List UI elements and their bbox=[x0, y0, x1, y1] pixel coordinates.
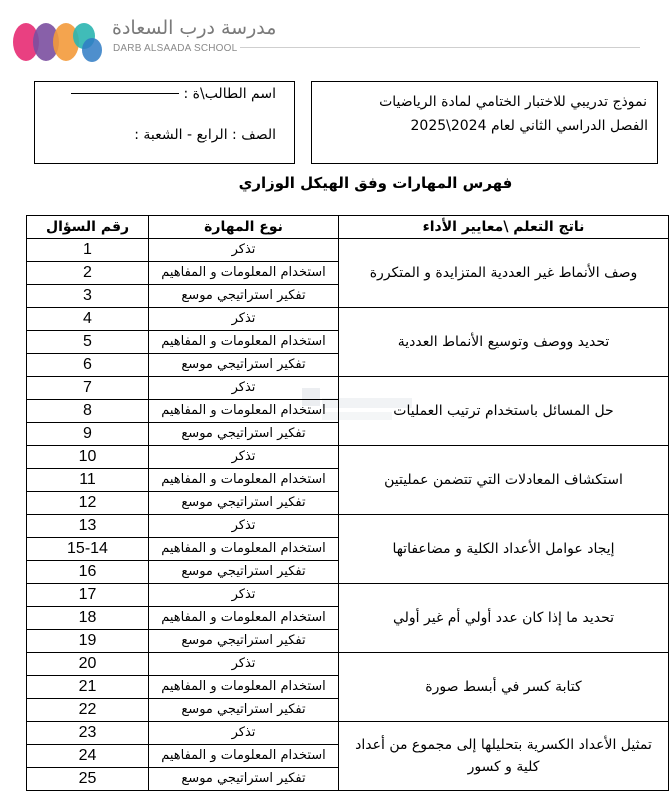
question-number-cell: 13 bbox=[27, 515, 149, 538]
school-name-english: DARB ALSAADA SCHOOL bbox=[113, 43, 238, 54]
outcome-cell: كتابة كسر في أبسط صورة bbox=[339, 653, 669, 722]
question-number-cell: 12 bbox=[27, 492, 149, 515]
table-row bbox=[27, 584, 669, 607]
skill-type-cell: تذكر bbox=[149, 377, 339, 400]
question-number-cell: 7 bbox=[27, 377, 149, 400]
question-number-cell: 6 bbox=[27, 354, 149, 377]
question-number-cell: 19 bbox=[27, 630, 149, 653]
outcome-cell: تمثيل الأعداد الكسرية بتحليلها إلى مجموع من أعداد كلية و كسور bbox=[339, 722, 669, 791]
outcome-cell: تحديد ووصف وتوسيع الأنماط العددية bbox=[339, 308, 669, 377]
skill-type-cell: تفكير استراتيجي موسع bbox=[149, 561, 339, 584]
question-number-cell: 5 bbox=[27, 331, 149, 354]
skills-table bbox=[26, 215, 669, 791]
skill-type-cell: تفكير استراتيجي موسع bbox=[149, 423, 339, 446]
question-number-cell: 17 bbox=[27, 584, 149, 607]
outcome-cell: استكشاف المعادلات التي تتضمن عمليتين bbox=[339, 446, 669, 515]
exam-semester: الفصل الدراسي الثاني لعام 2024\2025 bbox=[410, 118, 648, 134]
outcome-cell: وصف الأنماط غير العددية المتزايدة و المتكررة bbox=[339, 239, 669, 308]
question-number-cell: 15-14 bbox=[27, 538, 149, 561]
student-name-blank bbox=[71, 93, 179, 94]
student-class-label: الصف : الرابع - الشعبة : bbox=[134, 127, 276, 143]
skill-type-cell: استخدام المعلومات و المفاهيم bbox=[149, 469, 339, 492]
question-number-cell: 21 bbox=[27, 676, 149, 699]
skill-type-cell: تذكر bbox=[149, 308, 339, 331]
question-number-cell: 22 bbox=[27, 699, 149, 722]
skill-type-cell: استخدام المعلومات و المفاهيم bbox=[149, 400, 339, 423]
question-number-cell: 1 bbox=[27, 239, 149, 262]
table-row bbox=[27, 446, 669, 469]
question-number-cell: 18 bbox=[27, 607, 149, 630]
question-number-cell: 16 bbox=[27, 561, 149, 584]
skill-type-cell: تفكير استراتيجي موسع bbox=[149, 354, 339, 377]
table-row bbox=[27, 515, 669, 538]
skill-type-cell: تذكر bbox=[149, 653, 339, 676]
question-number-cell: 9 bbox=[27, 423, 149, 446]
question-number-cell: 4 bbox=[27, 308, 149, 331]
skill-type-cell: استخدام المعلومات و المفاهيم bbox=[149, 745, 339, 768]
skill-type-cell: تذكر bbox=[149, 239, 339, 262]
skill-type-cell: تذكر bbox=[149, 722, 339, 745]
skill-type-cell: تفكير استراتيجي موسع bbox=[149, 492, 339, 515]
question-number-cell: 10 bbox=[27, 446, 149, 469]
table-row bbox=[27, 653, 669, 676]
skill-type-cell: تفكير استراتيجي موسع bbox=[149, 768, 339, 791]
student-name-row bbox=[71, 86, 276, 102]
skill-type-cell: استخدام المعلومات و المفاهيم bbox=[149, 676, 339, 699]
question-number-cell: 8 bbox=[27, 400, 149, 423]
exam-title: نموذج تدريبي للاختبار الختامي لمادة الرياضيات bbox=[379, 94, 647, 110]
skill-type-cell: تذكر bbox=[149, 446, 339, 469]
skill-type-cell: استخدام المعلومات و المفاهيم bbox=[149, 607, 339, 630]
table-row bbox=[27, 239, 669, 262]
skill-type-cell: استخدام المعلومات و المفاهيم bbox=[149, 538, 339, 561]
header-skill-type: نوع المهارة bbox=[149, 216, 339, 239]
skill-type-cell: استخدام المعلومات و المفاهيم bbox=[149, 262, 339, 285]
header-outcome: ناتج التعلم \معايير الأداء bbox=[339, 216, 669, 239]
table-header-row bbox=[27, 216, 669, 239]
skills-index-title: فهرس المهارات وفق الهيكل الوزاري bbox=[238, 174, 513, 192]
student-name-label: اسم الطالب\ة : bbox=[183, 86, 276, 102]
question-number-cell: 25 bbox=[27, 768, 149, 791]
student-info-box bbox=[34, 81, 295, 164]
skill-type-cell: تذكر bbox=[149, 515, 339, 538]
table-row bbox=[27, 722, 669, 745]
outcome-cell: إيجاد عوامل الأعداد الكلية و مضاعفاتها bbox=[339, 515, 669, 584]
question-number-cell: 2 bbox=[27, 262, 149, 285]
table-row bbox=[27, 308, 669, 331]
question-number-cell: 20 bbox=[27, 653, 149, 676]
school-logo bbox=[12, 20, 104, 64]
skill-type-cell: تفكير استراتيجي موسع bbox=[149, 285, 339, 308]
skill-type-cell: تذكر bbox=[149, 584, 339, 607]
skill-type-cell: تفكير استراتيجي موسع bbox=[149, 699, 339, 722]
question-number-cell: 3 bbox=[27, 285, 149, 308]
header-question-number: رقم السؤال bbox=[27, 216, 149, 239]
skill-type-cell: استخدام المعلومات و المفاهيم bbox=[149, 331, 339, 354]
outcome-cell: حل المسائل باستخدام ترتيب العمليات bbox=[339, 377, 669, 446]
question-number-cell: 23 bbox=[27, 722, 149, 745]
skill-type-cell: تفكير استراتيجي موسع bbox=[149, 630, 339, 653]
outcome-cell: تحديد ما إذا كان عدد أولي أم غير أولي bbox=[339, 584, 669, 653]
school-name-arabic: مدرسة درب السعادة bbox=[112, 17, 277, 39]
table-row bbox=[27, 377, 669, 400]
question-number-cell: 24 bbox=[27, 745, 149, 768]
exam-info-box bbox=[311, 81, 658, 164]
logo-blue-shape bbox=[82, 38, 102, 62]
question-number-cell: 11 bbox=[27, 469, 149, 492]
header-divider bbox=[240, 47, 640, 48]
